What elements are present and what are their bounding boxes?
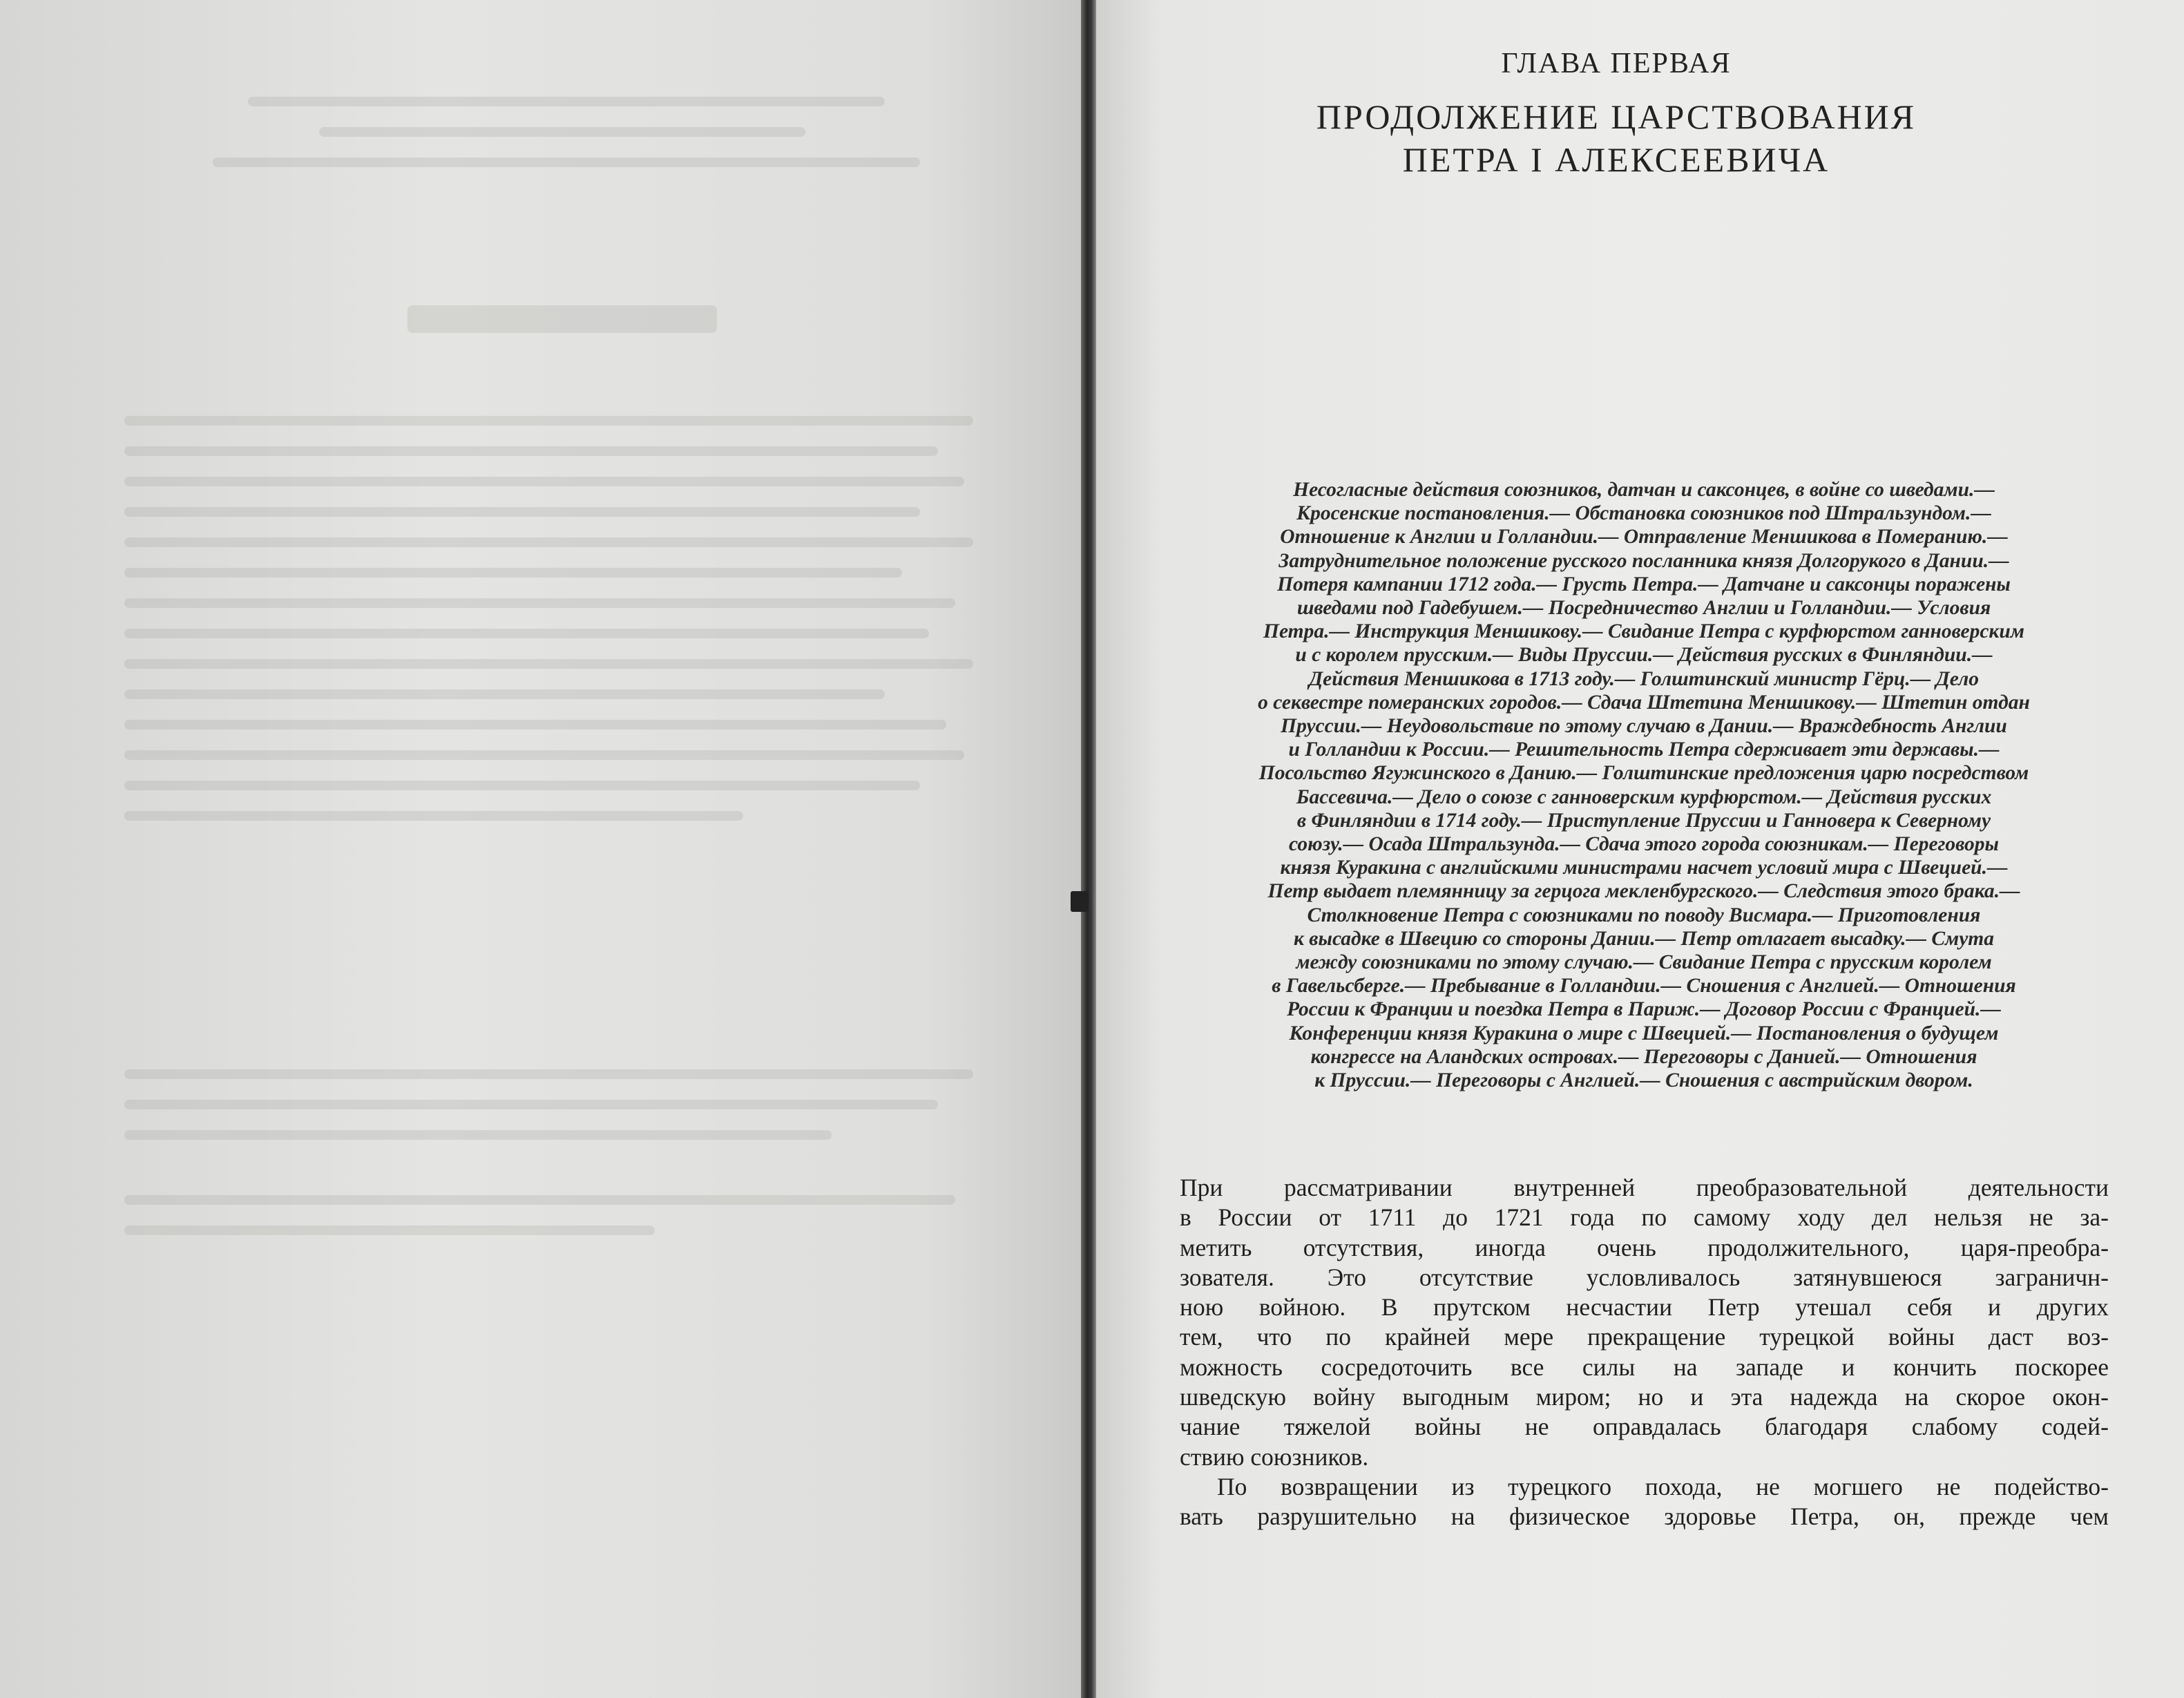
body-line: ною войною. В прутском несчастии Петр утешал себя и других [1180,1293,2109,1322]
chapter-title-line: ПРОДОЛЖЕНИЕ ЦАРСТВОВАНИЯ [1316,97,1917,136]
body-line: По возвращении из турецкого похода, не могшего не подейство- [1217,1472,2109,1500]
summary-line: Бассевича.— Дело о союзе с ганноверским курфюрстом.— Действия русских [1296,785,1992,808]
summary-line: князя Куракина с английскими министрами насчет условий мира с Швецией.— [1280,857,2008,879]
summary-line: к высадке в Швецию со стороны Дании.— Петр отлагает высадку.— Смута [1293,927,1995,950]
gutter-mark [1071,891,1089,912]
summary-line: конгрессе на Аландских островах.— Переговоры с Данией.— Отношения [1310,1045,1977,1068]
summary-line: Несогласные действия союзников, датчан и саксонцев, в войне со шведами.— [1293,479,1995,501]
body-line: в России от 1711 до 1721 года по самому ходу дел нельзя не за- [1180,1203,2109,1232]
summary-line: Пруссии.— Неудовольствие по этому случаю в Дании.— Враждебность Англии [1281,715,2007,738]
book-gutter [1081,0,1096,1698]
body-line: тем, что по крайней мере прекращение турецкой войны даст воз- [1180,1323,2109,1351]
summary-line: союзу.— Осада Штральзунда.— Сдача этого города союзникам.— Переговоры [1289,833,1999,856]
chapter-title [1167,95,2065,181]
summary-line: и Голландии к России.— Решительность Петра сдерживает эти державы.— [1288,738,2000,761]
summary-line: в Финляндии в 1714 году.— Приступление Пруссии и Ганновера к Северному [1296,809,1991,832]
body-line: можность сосредоточить все силы на западе и кончить поскорее [1180,1353,2109,1381]
body-line: шведскую войну выгодным миром; но и эта надежда на скорое окон- [1180,1383,2109,1411]
body-line: метить отсутствия, иногда очень продолжительного, царя-преобра- [1180,1233,2109,1261]
summary-line: Петра.— Инструкция Меншикову.— Свидание Петра с курфюрстом ганноверским [1263,620,2024,643]
body-text [1180,1173,2109,1532]
summary-line: Отношение к Англии и Голландии.— Отправление Меншикова в Померанию.— [1280,526,2008,548]
left-page-blank [0,0,1088,1698]
body-line: вать разрушительно на физическое здоровье Петра, он, прежде чем [1180,1503,2109,1531]
chapter-title-line: ПЕТРА I АЛЕКСЕЕВИЧА [1402,140,1830,179]
summary-line: к Пруссии.— Переговоры с Англией.— Сношения с австрийским двором. [1314,1069,1973,1092]
summary-line: в Гавельсберге.— Пребывание в Голландии.— Сношения с Англией.— Отношения [1272,975,2016,998]
summary-line: Потеря кампании 1712 года.— Грусть Петра.— Датчане и саксонцы поражены [1277,573,2011,595]
chapter-label: ГЛАВА ПЕРВАЯ [1501,48,1732,79]
chapter-summary [1181,478,2107,1092]
summary-line: России к Франции и поездка Петра в Париж.— Договор России с Францией.— [1287,998,2001,1021]
body-line: ствию союзников. [1180,1442,1369,1471]
summary-line: Затруднительное положение русского посланника князя Долгорукого в Дании.— [1278,549,2009,572]
summary-line: Столкновение Петра с союзниками по поводу Висмара.— Приготовления [1307,904,1981,926]
summary-line: Петр выдает племянницу за герцога мекленбургского.— Следствия этого брака.— [1267,880,2020,903]
summary-line: Действия Меншикова в 1713 году.— Голштинский министр Гёрц.— Дело [1309,667,1979,690]
body-line: При рассматривании внутренней преобразовательной деятельности [1180,1174,2109,1201]
summary-line: Посольство Ягужинского в Данию.— Голштинские предложения царю посредством [1258,762,2029,785]
summary-line: шведами под Гадебушем.— Посредничество Англии и Голландии.— Условия [1296,597,1991,620]
summary-line: и с королем прусским.— Виды Пруссии.— Действия русских в Финляндии.— [1295,644,1993,667]
bleed-through-text [124,97,1008,1616]
summary-line: Конференции князя Куракина о мире с Швецией.— Постановления о будущем [1289,1022,1999,1044]
summary-line: Кросенские постановления.— Обстановка союзников под Штральзундом.— [1296,502,1991,525]
summary-line: о секвестре померанских городов.— Сдача Штетина Меншикову.— Штетин отдан [1258,691,2030,714]
body-line: чание тяжелой войны не оправдалась благодаря слабому содей- [1180,1413,2109,1441]
summary-line: между союзниками по этому случаю.— Свидание Петра с прусским королем [1296,951,1992,974]
body-line: зователя. Это отсутствие условливалось затянувшеюся заграничн- [1180,1263,2109,1291]
